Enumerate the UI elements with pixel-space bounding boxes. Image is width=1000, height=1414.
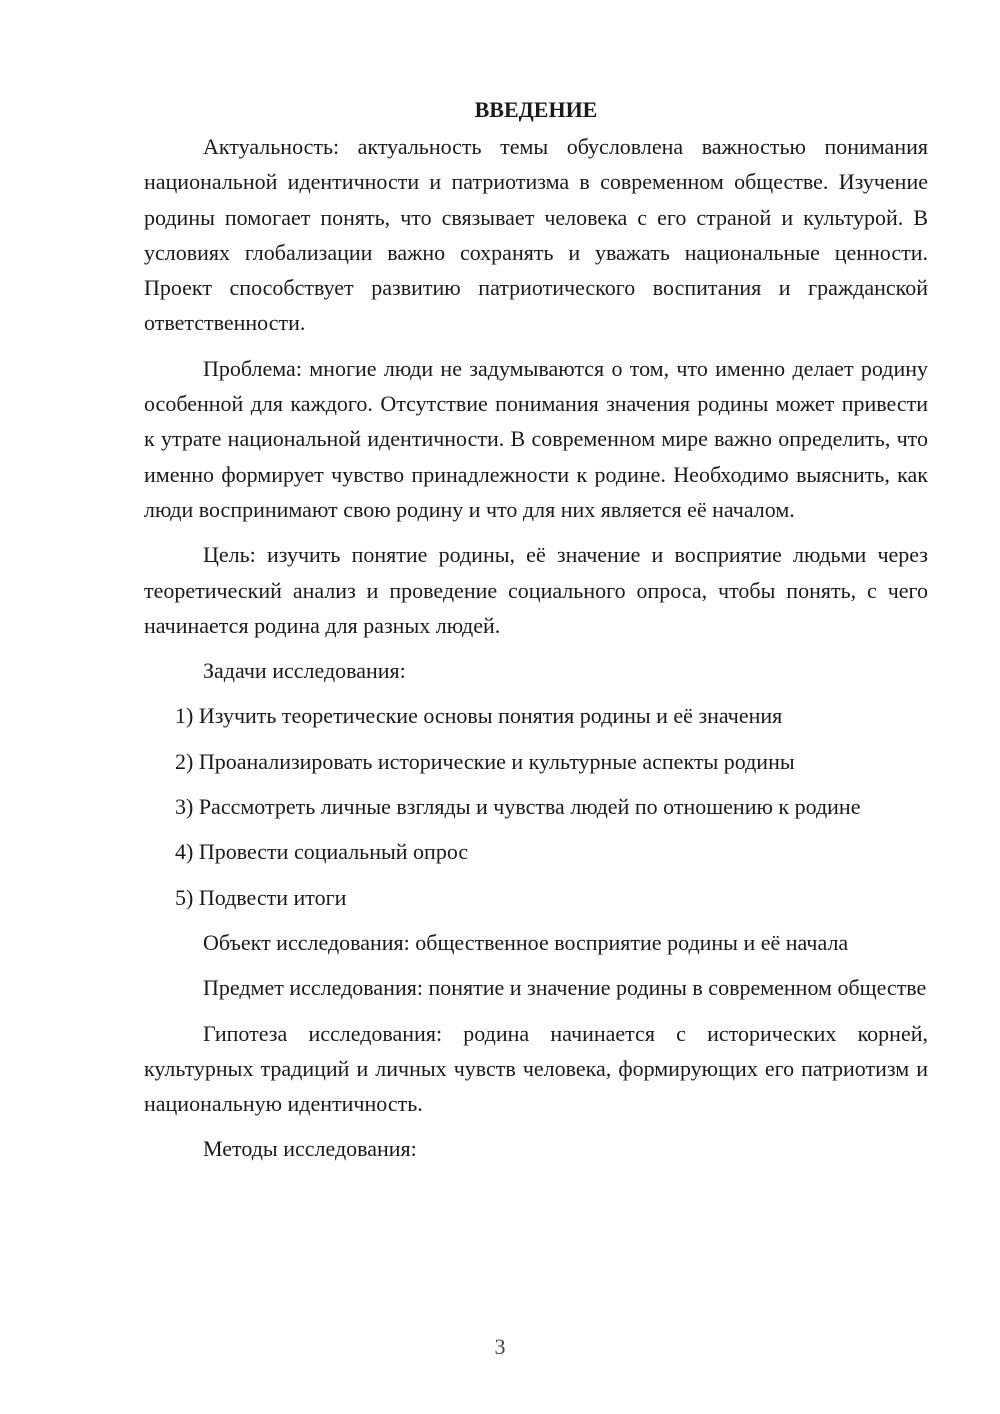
subject-paragraph: Предмет исследования: понятие и значение родины в современном обществе	[203, 975, 927, 1001]
methods-heading: Методы исследования:	[203, 1136, 417, 1162]
hypothesis-paragraph: Гипотеза исследования: родина начинается с исторических корней, культурных традиций и личных чувств человека, формирующих его патриотизм и национальную идентичность.	[144, 1020, 928, 1117]
page-title: ВВЕДЕНИЕ	[474, 97, 598, 122]
task-item-2: 2) Проанализировать исторические и культурные аспекты родины	[175, 748, 795, 774]
document-page	[144, 92, 928, 1177]
task-item-4: 4) Провести социальный опрос	[175, 839, 469, 865]
task-item-1: 1) Изучить теоретические основы понятия родины и её значения	[175, 703, 783, 729]
tasks-heading: Задачи исследования:	[203, 658, 406, 684]
page-number: 3	[494, 1334, 506, 1359]
object-paragraph: Объект исследования: общественное восприятие родины и её начала	[203, 929, 849, 955]
relevance-paragraph: Актуальность: актуальность темы обусловлена важностью понимания национальной идентичности и патриотизма в современном обществе. Изучение родины помогает понять, что связывает человека с его страной и культурой. В условиях глобализации важно сохранять и уважать национальные ценности. Проект способствует развитию патриотического воспитания и гражданской ответственности.	[144, 134, 928, 336]
task-item-5: 5) Подвести итоги	[175, 884, 347, 910]
goal-paragraph: Цель: изучить понятие родины, её значение и восприятие людьми через теоретический анализ и проведение социального опроса, чтобы понять, с чего начинается родина для разных людей.	[144, 542, 928, 638]
task-item-3: 3) Рассмотреть личные взгляды и чувства людей по отношению к родине	[175, 794, 861, 820]
problem-paragraph: Проблема: многие люди не задумываются о том, что именно делает родину особенной для каждого. Отсутствие понимания значения родины может привести к утрате национальной идентичности. В современном мире важно определить, что именно формирует чувство принадлежности к родине. Необходимо выяснить, как люди воспринимают свою родину и что для них является её началом.	[144, 355, 928, 522]
